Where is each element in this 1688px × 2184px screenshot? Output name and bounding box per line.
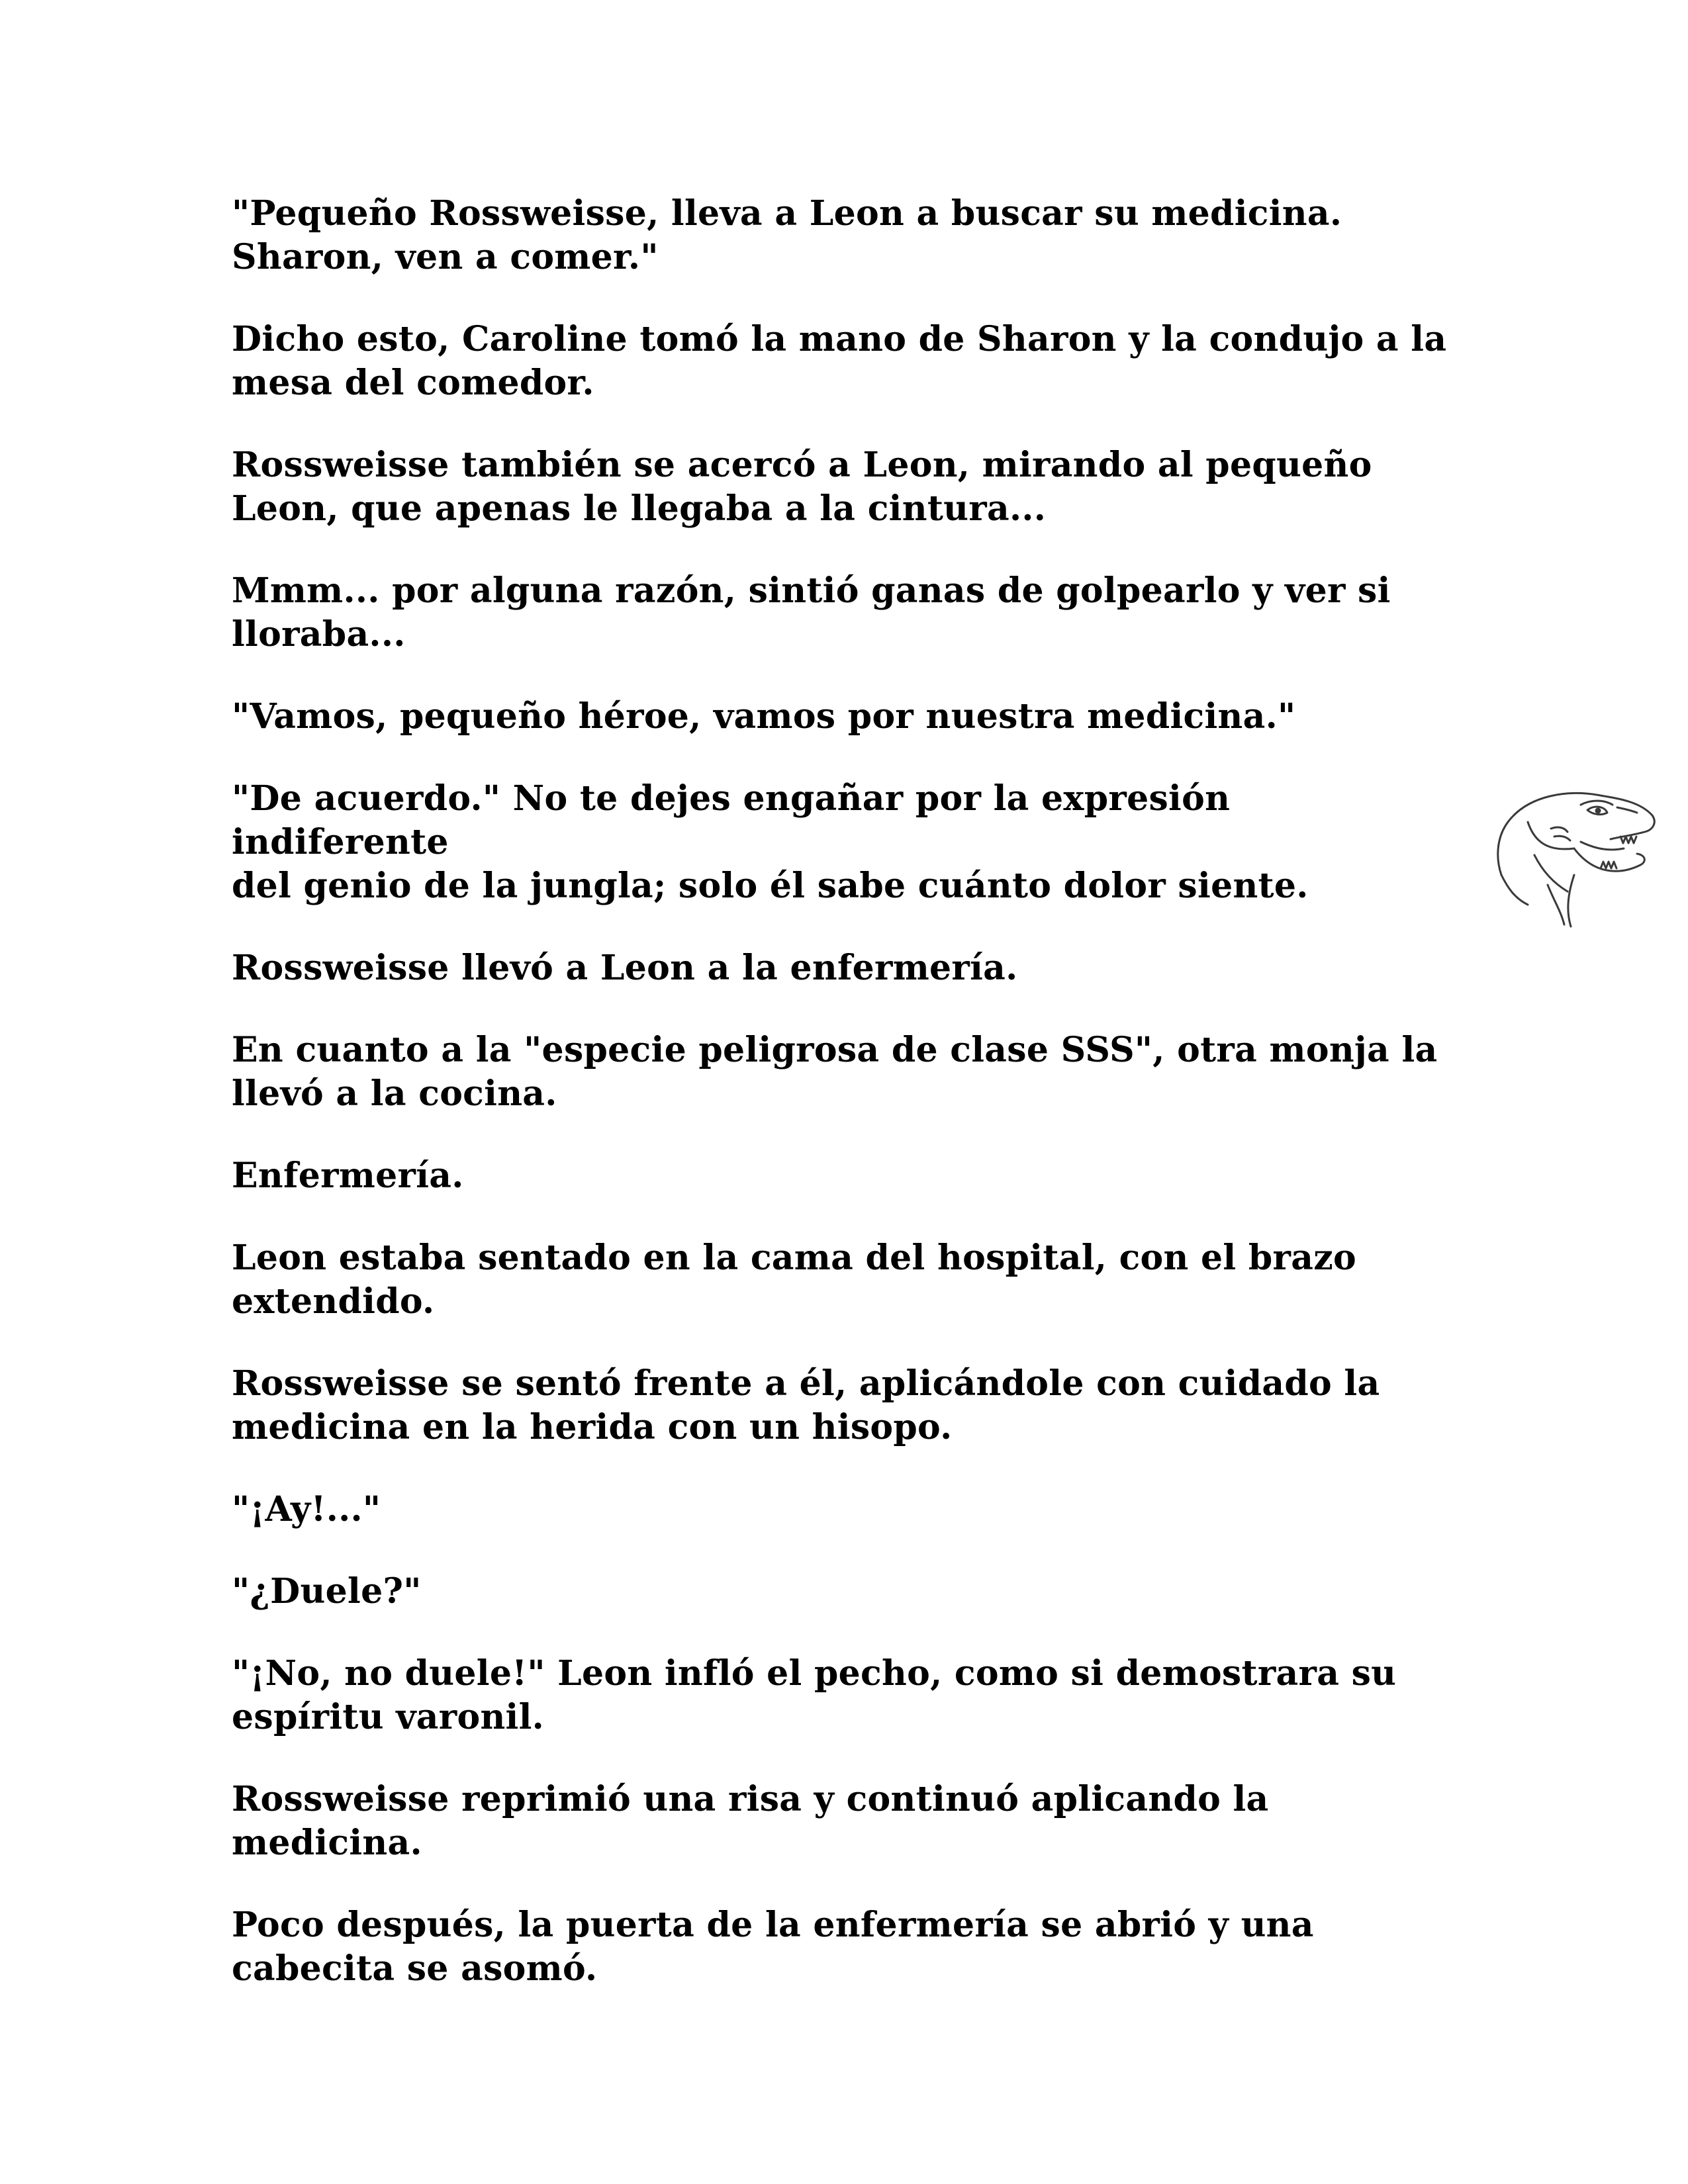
paragraph: Leon estaba sentado en la cama del hospital, con el brazo extendido. [232, 1238, 1357, 1322]
paragraph: Enfermería. [232, 1156, 464, 1196]
paragraph: En cuanto a la "especie peligrosa de clase SSS", otra monja la llevó a la cocina. [232, 1030, 1438, 1114]
paragraph: "¡Ay!..." [232, 1489, 381, 1529]
paragraph: "De acuerdo." No te dejes engañar por la expresión indiferente del genio de la jungla; solo él sabe cuánto dolor siente. [232, 778, 1309, 906]
paragraph: "¡No, no duele!" Leon infló el pecho, como si demostrara su espíritu varonil. [232, 1653, 1397, 1737]
paragraph: Mmm... por alguna razón, sintió ganas de golpearlo y ver si lloraba... [232, 570, 1391, 655]
paragraph: "Vamos, pequeño héroe, vamos por nuestra medicina." [232, 696, 1296, 737]
dinosaur-head-icon [1488, 776, 1662, 928]
paragraph: "¿Duele?" [232, 1571, 422, 1612]
paragraph: "Pequeño Rossweisse, lleva a Leon a buscar su medicina. Sharon, ven a comer." [232, 193, 1342, 277]
paragraph: Rossweisse reprimió una risa y continuó aplicando la medicina. [232, 1779, 1269, 1863]
paragraph: Rossweisse también se acercó a Leon, mirando al pequeño Leon, que apenas le llegaba a la cintura... [232, 445, 1372, 529]
paragraph: Dicho esto, Caroline tomó la mano de Sharon y la condujo a la mesa del comedor. [232, 319, 1447, 403]
story-text [232, 192, 1456, 2029]
paragraph: Rossweisse se sentó frente a él, aplicándole con cuidado la medicina en la herida con un hisopo. [232, 1363, 1380, 1447]
paragraph: Rossweisse llevó a Leon a la enfermería. [232, 948, 1018, 988]
paragraph: Poco después, la puerta de la enfermería se abrió y una cabecita se asomó. [232, 1905, 1314, 1989]
